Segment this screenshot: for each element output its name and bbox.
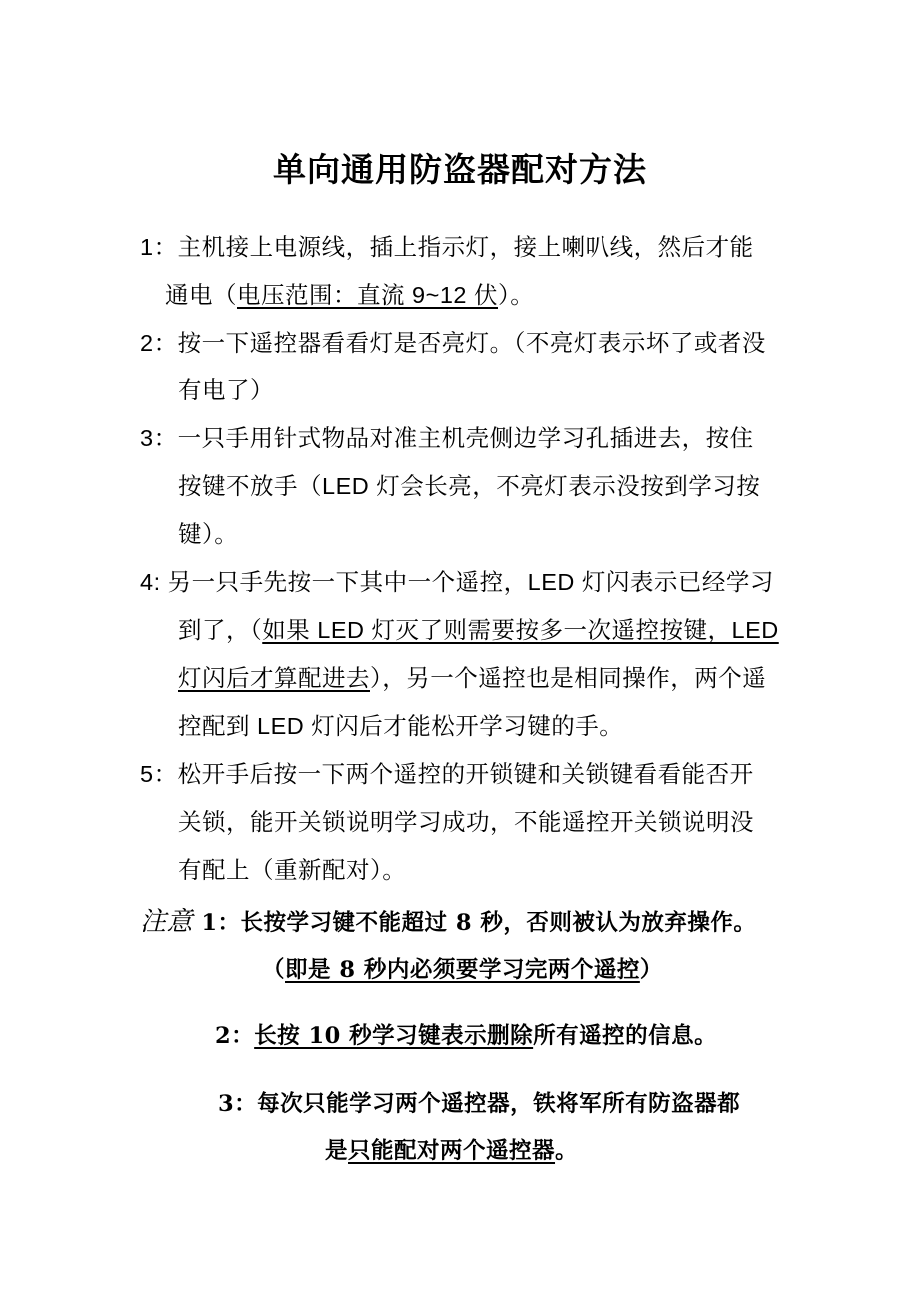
step-5-line bbox=[140, 758, 754, 790]
text-segment: 。 bbox=[555, 1138, 579, 1164]
underlined-text: 只能配对两个遥控器 bbox=[348, 1138, 556, 1164]
text-segment: 是 bbox=[325, 1138, 349, 1164]
text-segment: 4: 另一只手先按一下其中一个遥控，LED 灯闪表示已经学习 bbox=[140, 569, 774, 595]
step-1-line bbox=[140, 231, 754, 263]
note-line bbox=[215, 1020, 717, 1052]
step-2-line bbox=[178, 374, 274, 406]
text-segment: 1：长按学习键不能超过 8 秒，否则被认为放弃操作。 bbox=[193, 910, 757, 936]
underlined-text: 灯闪后才算配进去 bbox=[178, 665, 370, 691]
text-segment: 按键不放手（LED 灯会长亮，不亮灯表示没按到学习按 bbox=[178, 473, 761, 499]
text-segment: 通电（ bbox=[165, 282, 237, 308]
text-segment: ），另一个遥控也是相同操作，两个遥 bbox=[370, 665, 767, 691]
text-segment: 3：一只手用针式物品对准主机壳侧边学习孔插进去，按住 bbox=[140, 425, 754, 451]
step-2-line bbox=[140, 327, 766, 359]
text-segment: 所有遥控的信息。 bbox=[533, 1023, 718, 1049]
note-line bbox=[140, 906, 756, 939]
underlined-text: 长按 10 秒学习键表示删除 bbox=[254, 1023, 534, 1049]
text-segment: 5：松开手后按一下两个遥控的开锁键和关锁键看看能否开 bbox=[140, 761, 754, 787]
note-line bbox=[218, 1088, 740, 1120]
underlined-text: 即是 8 秒内必须要学习完两个遥控 bbox=[285, 957, 640, 983]
text-segment: 到了，（ bbox=[178, 617, 263, 643]
step-5-line bbox=[178, 806, 754, 838]
step-1-line bbox=[165, 279, 534, 311]
text-segment: 控配到 LED 灯闪后才能松开学习键的手。 bbox=[178, 713, 624, 739]
step-3-line bbox=[178, 518, 238, 550]
step-5-line bbox=[178, 854, 406, 886]
text-segment: ）。 bbox=[498, 282, 535, 308]
step-4-line bbox=[178, 614, 779, 646]
step-3-line bbox=[178, 470, 760, 502]
text-segment: 键）。 bbox=[178, 521, 239, 547]
text-segment: 3：每次只能学习两个遥控器，铁将军所有防盗器都 bbox=[218, 1091, 741, 1117]
text-segment: 1：主机接上电源线，插上指示灯，接上喇叭线，然后才能 bbox=[140, 234, 754, 260]
text-segment: 有配上（重新配对）。 bbox=[178, 857, 407, 883]
underlined-text: 电压范围：直流 9~12 伏 bbox=[237, 282, 498, 308]
text-segment: 有电了） bbox=[178, 377, 274, 403]
underlined-text: 如果 LED 灯灭了则需要按多一次遥控按键，LED bbox=[262, 617, 779, 643]
step-4-line bbox=[140, 566, 774, 598]
note-line bbox=[325, 1135, 578, 1167]
text-segment: （ bbox=[262, 957, 286, 983]
step-4-line bbox=[178, 710, 623, 742]
step-3-line bbox=[140, 422, 754, 454]
document-title: 单向通用防盗器配对方法 bbox=[273, 150, 647, 189]
step-4-line bbox=[178, 662, 766, 694]
note-line bbox=[262, 954, 663, 986]
text-segment: 2： bbox=[215, 1023, 255, 1049]
note-label: 注意 bbox=[140, 907, 194, 936]
text-segment: ） bbox=[639, 957, 663, 983]
text-segment: 2：按一下遥控器看看灯是否亮灯。（不亮灯表示坏了或者没 bbox=[140, 330, 766, 356]
text-segment: 关锁，能开关锁说明学习成功，不能遥控开关锁说明没 bbox=[178, 809, 754, 835]
